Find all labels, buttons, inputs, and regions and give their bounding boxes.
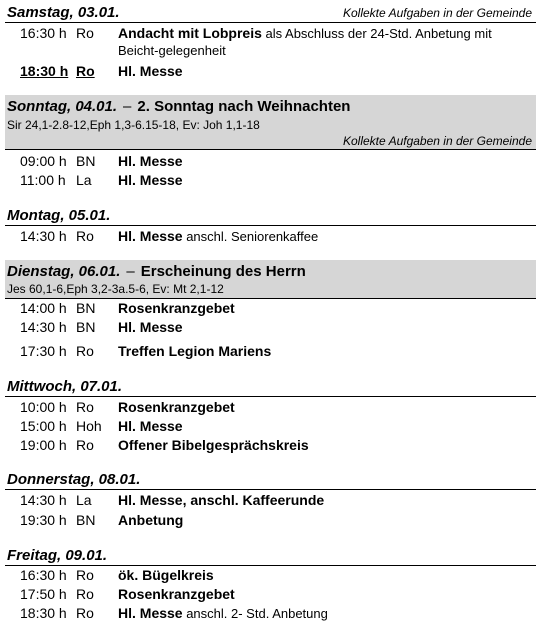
event-row	[0, 153, 537, 171]
event-row	[0, 300, 537, 318]
day-header-dienstag	[5, 260, 536, 299]
event-row	[0, 343, 537, 361]
feast-name: 2. Sonntag nach Weihnachten	[137, 98, 351, 115]
day-title: Montag, 05.01.	[7, 207, 111, 224]
event-time: 18:30 h	[20, 605, 67, 621]
event-row	[0, 512, 537, 530]
event-title: Hl. Messe	[118, 319, 183, 335]
kollekte-note: Kollekte Aufgaben in der Gemeinde	[342, 6, 532, 20]
day-header-mittwoch	[5, 377, 536, 397]
day-header-montag	[5, 206, 536, 226]
event-row	[0, 25, 537, 61]
day-title: Samstag, 03.01.	[7, 4, 120, 21]
event-row	[0, 418, 537, 436]
event-place: Ro	[76, 605, 94, 621]
event-title: Offener Bibelgesprächskreis	[118, 437, 309, 453]
event-title: Rosenkranzgebet	[118, 586, 235, 602]
event-time: 17:30 h	[20, 343, 67, 359]
event-place: Ro	[76, 399, 94, 415]
event-title: Hl. Messe	[118, 153, 183, 169]
day-title: Mittwoch, 07.01.	[7, 378, 123, 395]
event-note: anschl. 2- Std. Anbetung	[182, 606, 328, 621]
event-row	[0, 586, 537, 604]
event-title-wrap	[118, 25, 533, 59]
day-title: Sonntag, 04.01.	[7, 98, 118, 115]
event-title: Hl. Messe	[118, 63, 183, 79]
event-place: Ro	[76, 25, 94, 41]
event-row	[0, 172, 537, 190]
event-row	[0, 605, 537, 623]
event-time: 09:00 h	[20, 153, 67, 169]
event-place: BN	[76, 300, 96, 316]
event-row	[0, 399, 537, 417]
kollekte-note: Kollekte Aufgaben in der Gemeinde	[342, 134, 532, 148]
feast-name: Erscheinung des Herrn	[140, 263, 306, 280]
event-place: Ro	[76, 343, 94, 359]
event-place: Ro	[76, 437, 94, 453]
event-title: Hl. Messe	[118, 172, 183, 188]
event-time: 17:50 h	[20, 586, 67, 602]
event-place: BN	[76, 319, 96, 335]
event-title: Hl. Messe	[118, 228, 183, 244]
event-place: Ro	[76, 567, 94, 583]
event-time: 11:00 h	[20, 172, 66, 188]
event-place: La	[76, 492, 92, 508]
day-header-donnerstag	[5, 470, 536, 490]
event-time: 10:00 h	[20, 399, 67, 415]
event-row	[0, 567, 537, 585]
event-note: als Abschluss der 24-Std. Anbetung mit Beicht-gelegenheit	[118, 26, 492, 58]
event-title: Anbetung	[118, 512, 184, 528]
title-dash: –	[123, 98, 132, 115]
event-place: Ro	[76, 586, 94, 602]
event-place: Ro	[76, 63, 95, 79]
day-title: Freitag, 09.01.	[7, 547, 108, 564]
event-title: Hl. Messe	[118, 605, 183, 621]
event-row	[0, 437, 537, 455]
event-time: 19:00 h	[20, 437, 67, 453]
event-place: Ro	[76, 228, 94, 244]
event-title-line	[118, 228, 318, 244]
event-time: 19:30 h	[20, 512, 67, 528]
title-dash: –	[126, 263, 135, 280]
event-title: Hl. Messe	[118, 418, 183, 434]
event-place: BN	[76, 153, 96, 169]
event-row	[0, 319, 537, 337]
event-title: Treffen Legion Mariens	[118, 343, 272, 359]
event-title-line	[118, 605, 328, 621]
day-title: Donnerstag, 08.01.	[7, 471, 141, 488]
day-title-line	[7, 263, 306, 280]
event-title: Hl. Messe, anschl. Kaffeerunde	[118, 492, 325, 508]
event-title: Andacht mit Lobpreis	[118, 25, 262, 41]
event-title: Rosenkranzgebet	[118, 300, 235, 316]
event-note: anschl. Seniorenkaffee	[182, 229, 319, 244]
event-time: 18:30 h	[20, 63, 69, 79]
day-header-sonntag	[5, 95, 536, 150]
day-header-samstag	[5, 3, 536, 23]
day-title-line	[7, 98, 350, 115]
readings: Jes 60,1-6,Eph 3,2-3a.5-6, Ev: Mt 2,1-12	[7, 282, 224, 296]
event-place: Hoh	[76, 418, 102, 434]
event-time: 14:30 h	[20, 228, 67, 244]
event-title: Rosenkranzgebet	[118, 399, 235, 415]
event-time: 15:00 h	[20, 418, 67, 434]
event-time: 14:00 h	[20, 300, 67, 316]
event-time: 14:30 h	[20, 319, 67, 335]
day-title: Dienstag, 06.01.	[7, 263, 121, 280]
readings: Sir 24,1-2.8-12,Eph 1,3-6.15-18, Ev: Joh 1,1-18	[7, 118, 260, 132]
event-row	[0, 228, 537, 246]
event-row	[0, 492, 537, 510]
event-place: La	[76, 172, 92, 188]
event-place: BN	[76, 512, 96, 528]
event-row	[0, 63, 537, 81]
event-time: 16:30 h	[20, 567, 67, 583]
event-time: 16:30 h	[20, 25, 67, 41]
day-header-freitag	[5, 546, 536, 566]
event-time: 14:30 h	[20, 492, 67, 508]
event-title: ök. Bügelkreis	[118, 567, 214, 583]
